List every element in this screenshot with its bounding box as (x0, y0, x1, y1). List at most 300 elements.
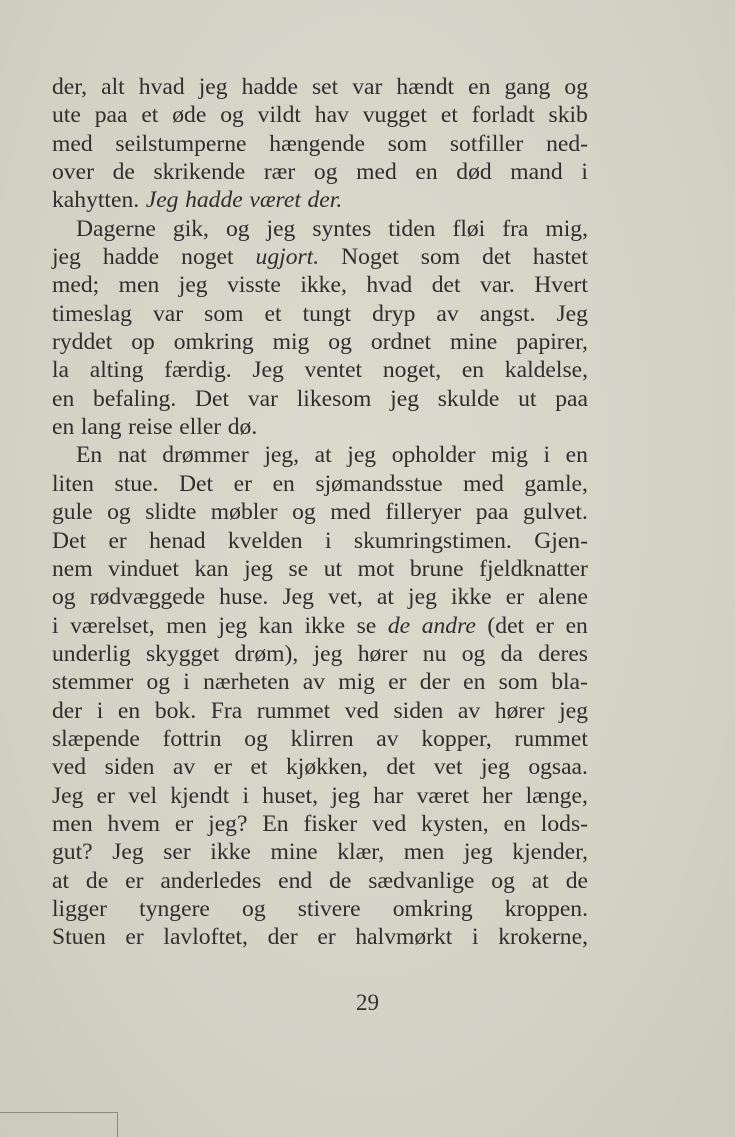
word: klær, (337, 839, 385, 866)
word: av (436, 300, 459, 327)
word: halvmørkt (355, 924, 453, 951)
word: at (52, 867, 70, 894)
text-line (52, 923, 588, 951)
word: sædvanlige (368, 867, 475, 894)
word: og (242, 895, 266, 922)
word: en (468, 74, 491, 100)
word: henad (149, 527, 206, 554)
word: var (352, 74, 383, 100)
word: jeg (266, 215, 296, 242)
word: der (267, 924, 298, 951)
word: et (440, 102, 458, 129)
word: lods- (540, 810, 588, 837)
word: huse. (219, 584, 269, 611)
word: er (125, 924, 144, 951)
word: da (500, 640, 523, 667)
word: vildt (257, 102, 301, 129)
text-line (52, 300, 588, 328)
word: en (565, 612, 588, 639)
text-line (52, 527, 588, 555)
text-line (52, 101, 588, 129)
word: i (472, 924, 479, 951)
word: tungt (302, 300, 352, 327)
word: hadde (102, 244, 160, 271)
text-line (52, 782, 588, 810)
word: er (96, 782, 116, 809)
word: ogsaa. (528, 754, 588, 781)
word: i (581, 159, 588, 186)
word: sotfiller (449, 130, 524, 157)
word: har (373, 782, 404, 809)
word: eller (179, 414, 222, 441)
word: længe, (525, 782, 588, 809)
text-line (52, 867, 588, 895)
word: rummet (256, 697, 331, 724)
word: en (117, 697, 141, 724)
word: og (225, 215, 250, 242)
word: er (174, 810, 194, 837)
word: værelset, (70, 612, 155, 639)
word: jeg (408, 584, 437, 611)
word: siden (104, 754, 155, 781)
word: et (264, 300, 282, 327)
word: og (52, 584, 76, 611)
word: noget (181, 244, 234, 271)
word: hører (494, 697, 545, 724)
word: sjømandsstue (315, 470, 443, 497)
word: jeg (463, 839, 493, 866)
word: ute (52, 102, 81, 129)
text-line (52, 130, 588, 158)
text-line (52, 838, 588, 866)
word: mig (272, 329, 310, 356)
word: var (152, 300, 184, 327)
text-line (52, 328, 588, 356)
corner-rule-mark (0, 1105, 125, 1137)
italic-word: ugjort. (255, 244, 320, 271)
page-number: 29 (356, 990, 379, 1015)
text-line (52, 385, 588, 413)
word: og (461, 640, 486, 667)
word: møbler (210, 499, 278, 526)
word: ordnet (370, 329, 432, 356)
word: lang (80, 414, 122, 441)
word: ikke (304, 612, 346, 639)
word: skrikende (153, 159, 246, 186)
word: dø. (227, 414, 258, 441)
word: i (96, 697, 104, 724)
word: papirer, (516, 329, 588, 356)
word: og (292, 499, 316, 526)
word: ikke (451, 584, 492, 611)
word: bla- (551, 669, 588, 696)
word: er (125, 867, 144, 894)
word: fisker (303, 810, 358, 837)
word: ikke (210, 839, 251, 866)
word: dryp (372, 300, 416, 327)
word: Det (179, 470, 214, 497)
text-line (52, 413, 588, 441)
word: øde (172, 102, 207, 129)
word: alting (89, 357, 144, 384)
word: og (146, 669, 171, 696)
text-line (52, 186, 588, 214)
word: vet, (328, 584, 363, 611)
word: kjendt (170, 782, 230, 809)
word: tiden (388, 215, 436, 242)
word: hændt (396, 74, 455, 100)
word: Gjen- (534, 527, 588, 554)
word: paa (555, 385, 588, 412)
word: en (415, 159, 438, 186)
word: klirren (290, 725, 354, 752)
word: gik, (172, 215, 209, 242)
word: fottrin (162, 725, 222, 752)
word: nem (52, 555, 93, 582)
word: liten (52, 470, 94, 497)
word: Fra (210, 697, 243, 724)
text-line (52, 583, 588, 611)
word: de (329, 867, 352, 894)
word: og (220, 102, 244, 129)
word: et (250, 754, 268, 781)
word: er (108, 527, 127, 554)
word: huset, (262, 782, 318, 809)
word: kjøkken, (285, 754, 368, 781)
text-line (52, 640, 588, 668)
word: jeg (331, 782, 361, 809)
word: skumringstimen. (353, 527, 512, 554)
word: angst. (479, 300, 536, 327)
word: mig (491, 442, 528, 469)
word: krokerne, (498, 924, 588, 951)
word: Jeg (556, 300, 588, 327)
word: (det (487, 612, 525, 639)
word: som (387, 130, 428, 157)
word: anderledes (160, 867, 262, 894)
word: jeg (244, 555, 273, 582)
word: ikke, (300, 272, 347, 299)
word: noget, (382, 357, 442, 384)
italic-word: andre (421, 612, 476, 639)
word: reise (128, 414, 173, 441)
word: gule (52, 499, 93, 526)
word: død (456, 159, 492, 186)
corner-rule-horizontal (0, 1112, 118, 1113)
word: fjeldknatter (479, 555, 588, 582)
word: jeg (218, 612, 248, 639)
text-line (52, 668, 588, 696)
word: jeg (178, 272, 208, 299)
word: kroppen. (504, 895, 588, 922)
word: været (416, 782, 470, 809)
word: er (505, 584, 525, 611)
word: En (262, 810, 289, 837)
italic-word: hadde (185, 187, 243, 214)
word: som (204, 300, 244, 327)
text-line (52, 215, 588, 243)
word: men (403, 839, 445, 866)
word: av (302, 669, 326, 696)
word: ut (323, 555, 343, 582)
word: en (52, 385, 75, 412)
word: kopper, (421, 725, 492, 752)
word: som (498, 669, 538, 696)
word: jeg (52, 244, 81, 271)
word: ventet (304, 357, 363, 384)
word: gut? (52, 839, 93, 866)
text-line (52, 441, 588, 469)
word: rødvæggede (89, 584, 206, 611)
word: stemmer (52, 669, 134, 696)
word: Jeg (112, 839, 144, 866)
word: likesom (296, 385, 372, 412)
word: hører (357, 640, 408, 667)
word: i (543, 442, 551, 469)
word: fra (502, 215, 529, 242)
italic-word: der. (307, 187, 343, 214)
word: rær (263, 159, 296, 186)
corner-rule-vertical (117, 1112, 118, 1137)
word: jeg (481, 754, 510, 781)
word: Jeg (282, 584, 314, 611)
word: drømmer (162, 442, 249, 469)
word: som (420, 244, 461, 271)
word: Stuen (52, 924, 106, 951)
word: syntes (312, 215, 372, 242)
word: det (482, 244, 511, 271)
word: siden (393, 697, 444, 724)
word: gulvet. (523, 499, 588, 526)
word: vinduet (108, 555, 179, 582)
word: av (172, 754, 196, 781)
word: deres (538, 640, 588, 667)
word: ligger (52, 895, 108, 922)
word: kaldelse, (504, 357, 588, 384)
word: Det (52, 527, 87, 554)
word: men (118, 272, 160, 299)
word: alene (538, 584, 588, 611)
word: kjender, (512, 839, 588, 866)
word: skib (548, 102, 588, 129)
word: mig (338, 669, 375, 696)
word: i (183, 669, 190, 696)
word: gamle, (524, 470, 588, 497)
word: visste (227, 272, 281, 299)
text-line (52, 243, 588, 271)
word: en (461, 357, 485, 384)
word: set (311, 74, 339, 100)
word: hvem (107, 810, 160, 837)
word: En (76, 442, 103, 469)
word: ved (372, 810, 407, 837)
text-line (52, 725, 588, 753)
word: et (141, 102, 159, 129)
word: var (247, 385, 278, 412)
word: fløi (452, 215, 486, 242)
word: omkring (173, 329, 254, 356)
text-line (52, 895, 588, 923)
word: hastet (532, 244, 588, 271)
word: her (482, 782, 513, 809)
italic-word: Jeg (145, 187, 179, 214)
word: var. (480, 272, 515, 299)
word: med (356, 159, 397, 186)
word: det (431, 272, 461, 299)
word: en (463, 669, 486, 696)
word: befaling. (93, 385, 177, 412)
word: stue. (114, 470, 159, 497)
word: at (314, 442, 332, 469)
word: gang (504, 74, 551, 100)
word: de (565, 867, 588, 894)
word: ved (344, 697, 379, 724)
word: kvelden (227, 527, 303, 554)
word: de (112, 159, 135, 186)
word: hav (314, 102, 349, 129)
word: vel (128, 782, 158, 809)
word: jeg (559, 697, 588, 724)
word: hvad (138, 74, 185, 100)
word: vugget (362, 102, 427, 129)
text-line (52, 271, 588, 299)
text-line (52, 612, 588, 640)
word: er (388, 669, 407, 696)
word: ved (52, 754, 87, 781)
word: forladt (471, 102, 535, 129)
word: end (278, 867, 313, 894)
word: filleryer (385, 499, 462, 526)
word: og (328, 329, 352, 356)
word: i (324, 527, 332, 554)
word: og (564, 74, 588, 100)
word: nat (117, 442, 147, 469)
word: brune (409, 555, 464, 582)
word: mine (450, 329, 498, 356)
word: lavloftet, (163, 924, 248, 951)
word: en (565, 442, 588, 469)
word: Dagerne (76, 215, 156, 242)
word: men (52, 810, 93, 837)
text-line (52, 810, 588, 838)
word: drøm), (234, 640, 299, 667)
word: kan (258, 612, 293, 639)
word: over (52, 159, 94, 186)
word: og (313, 159, 338, 186)
word: paa (94, 102, 128, 129)
word: med (52, 130, 93, 157)
word: færdig. (164, 357, 232, 384)
word: at (376, 584, 394, 611)
word: er (213, 754, 232, 781)
word: paa (475, 499, 509, 526)
word: med (463, 470, 504, 497)
word: en (272, 470, 295, 497)
word: Jeg (252, 357, 284, 384)
word: i (242, 782, 250, 809)
word: jeg, (264, 442, 300, 469)
text-line (52, 470, 588, 498)
word: opholder (391, 442, 476, 469)
word: kysten, (421, 810, 489, 837)
word: med; (52, 272, 100, 299)
word: Det (194, 385, 230, 412)
word: der (52, 697, 83, 724)
word: men (166, 612, 207, 639)
word: Noget (341, 244, 399, 271)
word: underlig (52, 640, 131, 667)
word: jeg (198, 74, 228, 100)
word: op (131, 329, 155, 356)
word: tyngere (139, 895, 210, 922)
word: en (503, 810, 526, 837)
text-line (52, 697, 588, 725)
word: kahytten. (52, 187, 140, 214)
word: jeg (313, 640, 343, 667)
word: vet (433, 754, 463, 781)
word: ser (163, 839, 191, 866)
word: slæpende (52, 725, 140, 752)
word: nu (422, 640, 447, 667)
word: og (491, 867, 515, 894)
word: og (107, 499, 131, 526)
word: ned- (546, 130, 588, 157)
word: der, (52, 74, 88, 100)
word: er (233, 470, 252, 497)
word: se (288, 555, 309, 582)
word: ut (518, 385, 537, 412)
word: av (457, 697, 481, 724)
word: hængende (269, 130, 365, 157)
word: Hvert (534, 272, 588, 299)
text-line (52, 158, 588, 186)
word: jeg? (208, 810, 248, 837)
text-line (52, 356, 588, 384)
word: skulde (437, 385, 500, 412)
word: jeg (390, 385, 419, 412)
word: la (52, 357, 70, 384)
word: seilstumperne (115, 130, 247, 157)
word: ryddet (52, 329, 113, 356)
word: de (85, 867, 109, 894)
word: er (535, 612, 555, 639)
italic-word: de (387, 612, 411, 639)
word: det (386, 754, 416, 781)
word: timeslag (52, 300, 132, 327)
italic-word: været (249, 187, 301, 214)
word: mine (270, 839, 318, 866)
text-line (52, 753, 588, 781)
text-line (52, 73, 588, 101)
word: bok. (154, 697, 197, 724)
word: en (52, 414, 75, 441)
word: mand (510, 159, 563, 186)
word: omkring (392, 895, 473, 922)
text-line (52, 555, 588, 583)
word: hvad (366, 272, 413, 299)
word: slidte (145, 499, 197, 526)
word: kan (194, 555, 229, 582)
word: nærheten (203, 669, 290, 696)
word: med (330, 499, 371, 526)
word: alt (101, 74, 125, 100)
text-line (52, 498, 588, 526)
word: av (376, 725, 399, 752)
word: se (356, 612, 377, 639)
word: Jeg (52, 782, 84, 809)
word: der (419, 669, 450, 696)
word: mig, (545, 215, 588, 242)
